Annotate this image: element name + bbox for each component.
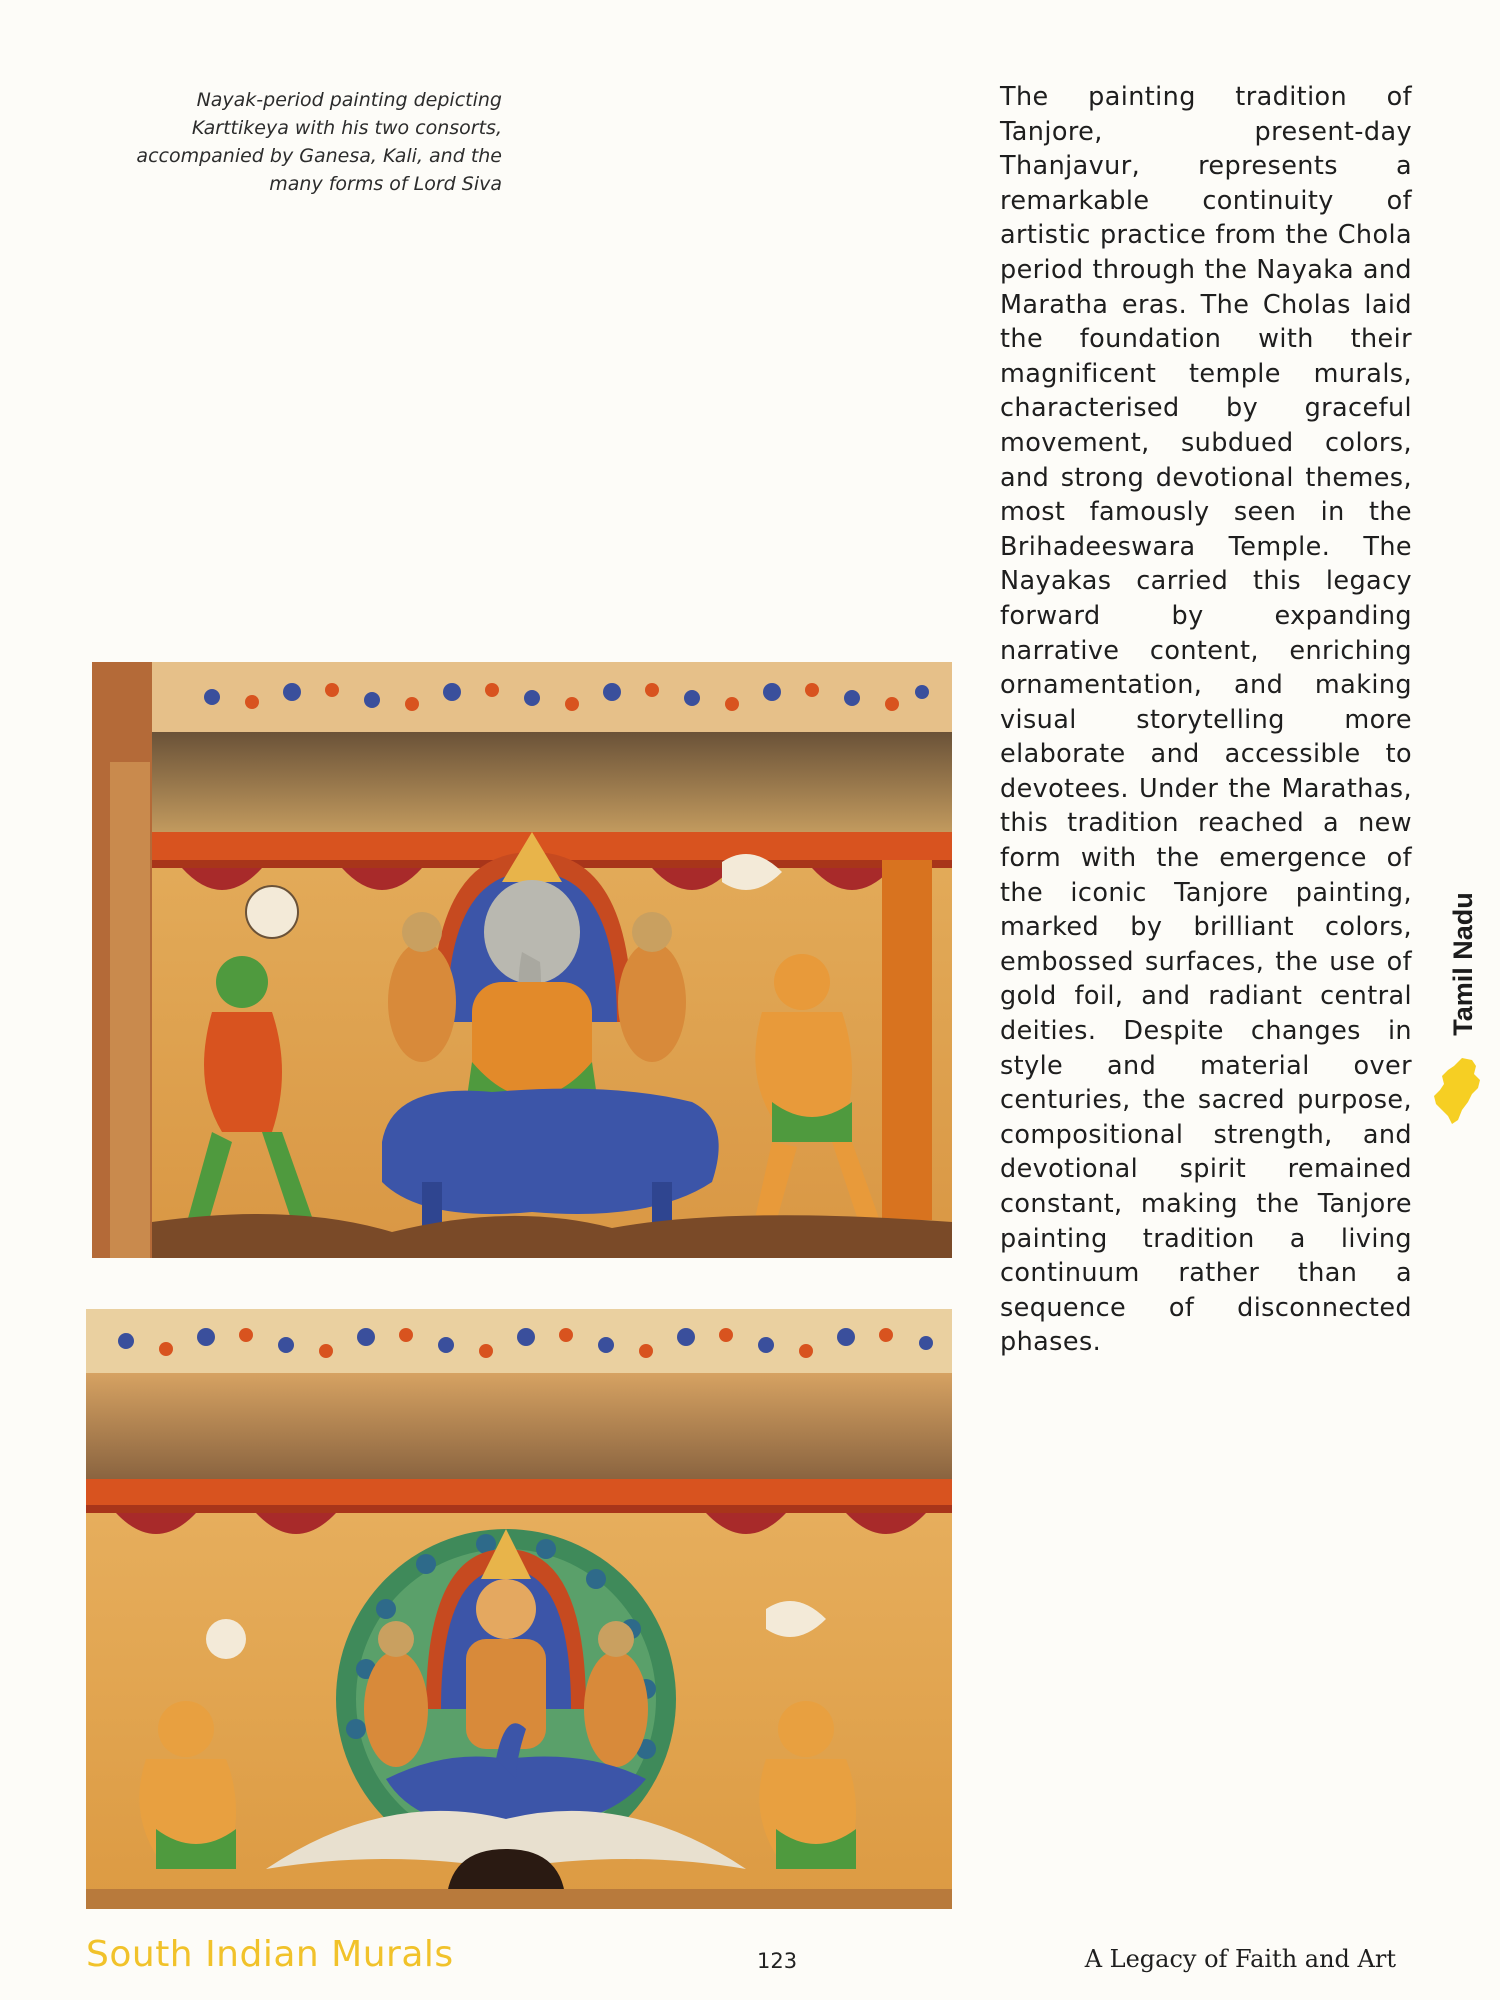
magazine-tagline: A Legacy of Faith and Art	[1084, 1945, 1396, 1973]
photo-caption	[70, 86, 502, 198]
caption-line: many forms of Lord Siva	[269, 173, 502, 195]
karttikeya-mural-photo	[86, 1309, 952, 1909]
tamil-nadu-map-icon	[1432, 1056, 1490, 1126]
magazine-title: South Indian Murals	[86, 1934, 454, 1975]
section-label: Tamil Nadu	[1448, 892, 1478, 1036]
ganesha-mural-photo	[92, 662, 952, 1258]
caption-line: Karttikeya with his two consorts,	[191, 117, 502, 139]
article-body: The painting tradition of Tanjore, present-day Thanjavur, represents a remarkable continuity of artistic practice from the Chola period through the Nayaka and Maratha eras. The Cholas laid the foundation with their magnificent temple murals, characterised by graceful movement, subdued colors, and strong devotional themes, most famously seen in the Brihadeeswara Temple. The Nayakas carried this legacy forward by expanding narrative content, enriching ornamentation, and making visual storytelling more elaborate and accessible to devotees. Under the Marathas, this tradition reached a new form with the emergence of the iconic Tanjore painting, marked by brilliant colors, embossed surfaces, the use of gold foil, and radiant central deities. Despite changes in style and material over centuries, the sacred purpose, compositional strength, and devotional spirit remained constant, making the Tanjore painting tradition a living continuum rather than a sequence of disconnected phases.	[1000, 82, 1412, 1358]
caption-line: Nayak-period painting depicting	[196, 89, 502, 111]
section-tab	[1444, 870, 1484, 1060]
page-number: 123	[757, 1949, 798, 1973]
caption-line: accompanied by Ganesa, Kali, and the	[136, 145, 502, 167]
